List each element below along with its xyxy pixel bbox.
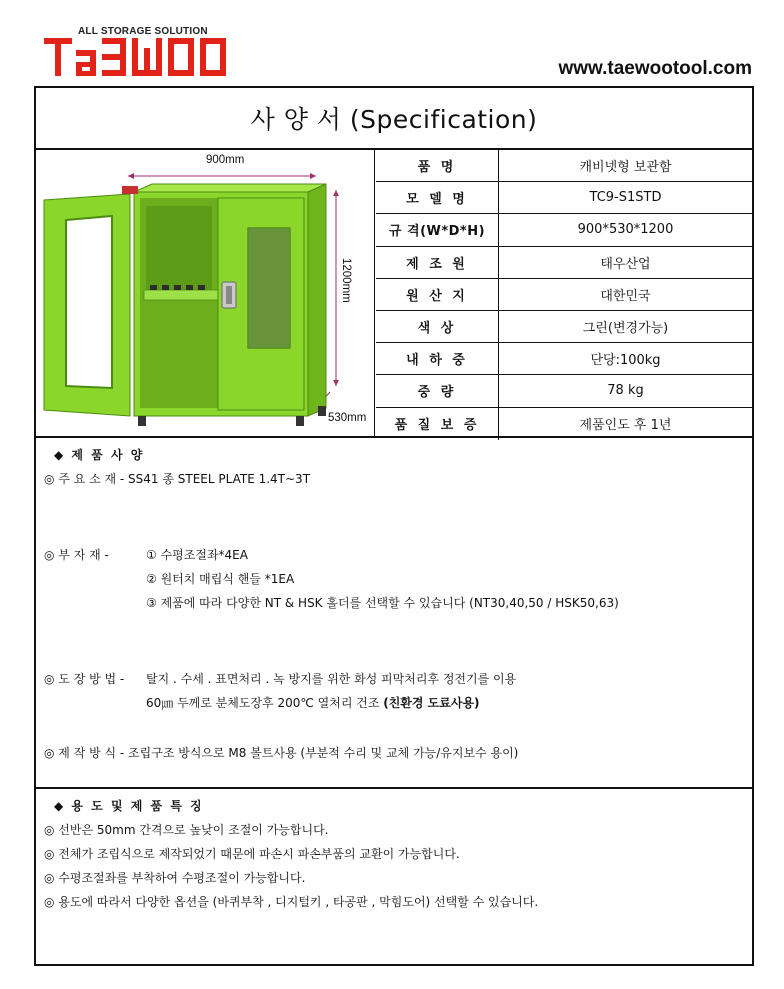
material-line: ◎ 주 요 소 재 - SS41 종 STEEL PLATE 1.4T~3T	[44, 472, 311, 486]
spec-value: TC9-S1STD	[589, 190, 662, 206]
feature-item: ◎ 수평조절좌를 부착하여 수평조절이 가능합니다.	[44, 871, 306, 885]
spec-row	[376, 279, 752, 311]
manufacturing-line: ◎ 제 작 방 식 - 조립구조 방식으로 M8 볼트사용 (부분적 수리 및 교체 가능/유지보수 용이)	[44, 746, 519, 760]
spec-label: 모 델 명	[376, 182, 499, 213]
spec-label: 중 량	[376, 375, 499, 406]
spec-row	[376, 150, 752, 182]
section-heading: ◆ 제 품 사 양	[54, 448, 145, 462]
section-heading: ◆ 용 도 및 제 품 특 징	[54, 799, 204, 813]
spec-label: 품 명	[376, 150, 499, 181]
accessory-item: ② 원터치 매립식 핸들 *1EA	[146, 572, 295, 586]
feature-item: ◎ 전체가 조립식으로 제작되었기 때문에 파손시 파손부품의 교환이 가능합니다.	[44, 847, 460, 861]
taewoo-logo	[44, 36, 234, 78]
spec-value: 그린(변경가능)	[582, 321, 669, 337]
accessory-item: ③ 제품에 따라 다양한 NT & HSK 홀더를 선택할 수 있습니다 (NT30,40,50 / HSK50,63)	[146, 596, 619, 610]
spec-row	[376, 343, 752, 375]
depth-dimension: 530mm	[328, 412, 367, 424]
spec-area	[36, 150, 752, 438]
spec-row	[376, 247, 752, 279]
features-section	[36, 789, 752, 964]
spec-label: 제 조 원	[376, 247, 499, 278]
painting-label: ◎ 도 장 방 법 -	[44, 672, 125, 686]
feature-item: ◎ 용도에 따라서 다양한 옵션을 (바퀴부착 , 디지털키 , 타공판 , 막힘도어) 선택할 수 있습니다.	[44, 895, 539, 909]
spec-value: 캐비넷형 보관함	[579, 160, 672, 176]
brand-tagline: ALL STORAGE SOLUTION	[78, 26, 208, 37]
spec-label: 품 질 보 증	[376, 408, 499, 440]
spec-value: 제품인도 후 1년	[579, 418, 672, 434]
specification-sheet	[34, 86, 754, 966]
spec-value: 900*530*1200	[577, 222, 674, 238]
spec-label: 내 하 중	[376, 343, 499, 374]
painting-line	[146, 694, 480, 711]
spec-row	[376, 311, 752, 343]
spec-label: 색 상	[376, 311, 499, 342]
spec-table	[376, 150, 752, 440]
spec-row	[376, 375, 752, 407]
painting-text: 60㎛ 두께로 분체도장후 200℃ 열처리 건조	[146, 696, 384, 710]
height-dimension: 1200mm	[340, 258, 352, 303]
page-title: 사 양 서 (Specification)	[36, 88, 752, 150]
spec-value: 78 kg	[607, 383, 644, 399]
product-image	[36, 150, 375, 436]
accessory-item: ① 수평조절좌*4EA	[146, 548, 248, 562]
eco-paint-note: (친환경 도료사용)	[383, 696, 480, 710]
spec-label: 원 산 지	[376, 279, 499, 310]
product-spec-section	[36, 438, 752, 789]
spec-value: 대한민국	[600, 288, 651, 304]
feature-item: ◎ 선반은 50mm 간격으로 높낮이 조절이 가능합니다.	[44, 823, 329, 837]
website-url[interactable]: www.taewootool.com	[558, 58, 752, 79]
width-dimension: 900mm	[206, 154, 245, 166]
spec-row	[376, 214, 752, 246]
spec-row	[376, 408, 752, 440]
spec-label: 규 격(W*D*H)	[376, 214, 499, 245]
spec-row	[376, 182, 752, 214]
spec-value: 태우산업	[600, 256, 651, 272]
spec-value: 단당:100kg	[590, 353, 661, 369]
painting-line: 탈지 . 수세 . 표면처리 . 녹 방지를 위한 화성 피막처리후 정전기를 이용	[146, 672, 517, 686]
accessories-label: ◎ 부 자 재 -	[44, 548, 109, 562]
